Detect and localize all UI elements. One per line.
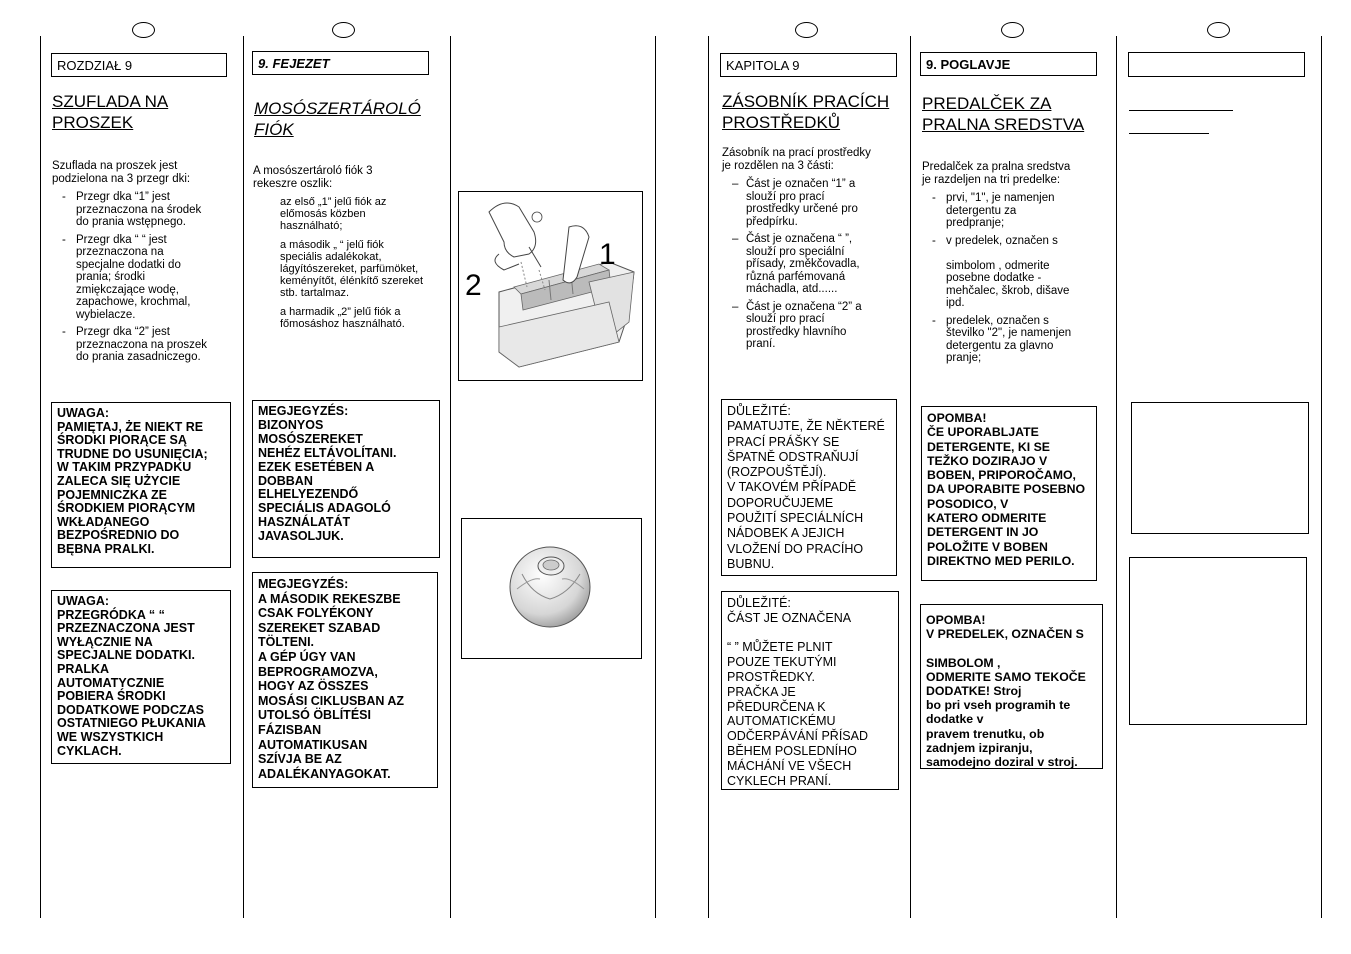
- title-underline: [1129, 110, 1233, 111]
- list-item: - Przegr dka “ “ jest przeznaczona na specjalne dodatki do prania; środki zmiękczające wodę, zapachowe, krochmal, wybielacze.: [62, 233, 191, 321]
- intro-text: Szuflada na proszek jest podzielona na 3 przegr dki:: [52, 160, 191, 185]
- warning-note: UWAGA: PAMIĘTAJ, ŻE NIEKT RE ŚRODKI PIORĄCE SĄ TRUDNE DO USUNIĘCIA; W TAKIM PRZYPADKU ZALECA SIĘ UŻYCIE POJEMNICZKA ZE ŚRODKIEM PIORĄCYM WKŁADANEGO BEZPOŚREDNIO DO BĘBNA PRALKI.: [51, 402, 231, 568]
- title-underline: [1129, 133, 1209, 134]
- language-flag-oval: [1207, 22, 1230, 38]
- empty-note-box: [1131, 402, 1309, 534]
- column-divider: [40, 36, 41, 918]
- column-divider: [910, 36, 911, 918]
- language-flag-oval: [1001, 22, 1024, 38]
- figure-label-1: 1: [599, 238, 616, 271]
- column-divider: [1116, 36, 1117, 918]
- column-divider: [243, 36, 244, 918]
- warning-note: MEGJEGYZÉS: BIZONYOS MOSÓSZEREKET NEHÉZ ELTÁVOLÍTANI. EZEK ESETÉBEN A DOBBAN ELHELYEZENDŐ SPECIÁLIS ADAGOLÓ HASZNÁLATÁT JAVASOLJUK.: [252, 400, 440, 558]
- warning-note: DŮLEŽITÉ: ČÁST JE OZNAČENA “ ” MŮŽETE PLNIT POUZE TEKUTÝMI PROSTŘEDKY. PRAČKA JE PŘEDURČENA K AUTOMATICKÉMU ODČERPÁVÁNÍ PŘÍSAD BĚHEM POSLEDNÍHO MÁCHÁNÍ VE VŠECH CYKLECH PRANÍ.: [721, 591, 899, 790]
- section-title: ZÁSOBNÍK PRACÍCH PROSTŘEDKŮ: [722, 92, 890, 132]
- warning-note: OPOMBA! V PREDELEK, OZNAČEN S SIMBOLOM , ODMERITE SAMO TEKOČE DODATKE! Stroj bo pri vseh programih te dodatke v pravem trenutku, ob zadnjem izpiranju, samodejno doziral v stroj.: [920, 604, 1103, 769]
- dispenser-drawer-figure: [458, 191, 643, 381]
- compartment-list: [52, 191, 242, 369]
- compartment-list: [280, 196, 445, 337]
- list-item: – Část je označena “2” a slouží pro prací prostředky hlavního praní.: [732, 300, 862, 350]
- column-divider: [450, 36, 451, 918]
- language-flag-oval: [332, 22, 355, 38]
- warning-note: UWAGA: PRZEGRÓDKA “ “ PRZEZNACZONA JEST WYŁĄCZNIE NA SPECJALNE DODATKI. PRALKA AUTOMATYCZNIE POBIERA ŚRODKI DODATKOWE PODCZAS OSTATNIEGO PŁUKANIA WE WSZYSTKICH CYKLACH.: [51, 590, 231, 764]
- list-item: - prvi, "1", je namenjen detergentu za predpranje;: [932, 192, 1055, 229]
- column-divider: [655, 36, 656, 918]
- list-item: - Przegr dka “2” jest przeznaczona na proszek do prania zasadniczego.: [62, 326, 208, 363]
- list-item: - v predelek, označen s simbolom , odmerite posebne dodatke - mehčalec, škrob, dišave ipd.: [932, 234, 1070, 309]
- intro-text: A mosószertároló fiók 3 rekeszre oszlik:: [253, 165, 373, 190]
- column-divider: [1321, 36, 1322, 918]
- compartment-list: [722, 178, 907, 356]
- detergent-drawer-illustration: [459, 192, 642, 380]
- language-flag-oval: [132, 22, 155, 38]
- list-item: – Část je označen “1” a slouží pro prací prostředky určené pro předpírku.: [732, 178, 858, 228]
- column-divider: [708, 36, 709, 918]
- list-item: az első „1” jelű fiók az előmosás közben használható;: [280, 196, 387, 232]
- section-title: SZUFLADA NA PROSZEK: [52, 92, 169, 132]
- chapter-header: 9. POGLAVJE: [920, 52, 1097, 76]
- dosing-ball-illustration: [462, 519, 641, 658]
- warning-note: DŮLEŽITÉ: PAMATUJTE, ŽE NĚKTERÉ PRACÍ PRÁŠKY SE ŠPATNĚ ODSTRAŇUJÍ (ROZPOUŠTĚJÍ). V TAKOVÉM PŘÍPADĚ DOPORUČUJEME POUŽITÍ SPECIÁLNÍCH NÁDOBEK A JEJICH VLOŽENÍ DO PRACÍHO BUBNU.: [721, 399, 897, 576]
- list-item: - predelek, označen s številko "2", je namenjen detergentu za glavno pranje;: [932, 314, 1072, 364]
- list-item: a második „ “ jelű fiók speciális adalékokat, lágyítószereket, parfümöket, keményítőt, élénkítő szereket stb. tartalmaz.: [280, 239, 424, 299]
- section-title: MOSÓSZERTÁROLÓ FIÓK: [254, 99, 421, 139]
- list-item: - Przegr dka “1” jest przeznaczona na środek do prania wstępnego.: [62, 191, 202, 228]
- list-item: a harmadik „2” jelű fiók a főmosáshoz használható.: [280, 306, 405, 330]
- list-item: – Část je označena “ ”, slouží pro speciální přísady, změkčovadla, různá parfémovaná máchadla, atd......: [732, 233, 860, 295]
- chapter-header: ROZDZIAŁ 9: [51, 53, 227, 77]
- intro-text: Predalček za pralna sredstva je razdeljen na tri predelke:: [922, 161, 1071, 186]
- chapter-header: 9. FEJEZET: [252, 51, 429, 75]
- dosing-ball-figure: [461, 518, 642, 659]
- section-title: PREDALČEK ZA PRALNA SREDSTVA: [922, 94, 1085, 134]
- empty-note-box: [1129, 557, 1307, 725]
- language-flag-oval: [795, 22, 818, 38]
- warning-note: OPOMBA! ČE UPORABLJATE DETERGENTE, KI SE TEŽKO DOZIRAJO V BOBEN, PRIPOROČAMO, DA UPORABITE POSEBNO POSODICO, V KATERO ODMERITE DETERGENT IN JO POLOŽITE V BOBEN DIREKTNO MED PERILO.: [921, 406, 1097, 581]
- warning-note: MEGJEGYZÉS: A MÁSODIK REKESZBE CSAK FOLYÉKONY SZEREKET SZABAD TÖLTENI. A GÉP ÚGY VAN BEPROGRAMOZVA, HOGY AZ ÖSSZES MOSÁSI CIKLUSBAN AZ UTOLSÓ ÖBLÍTÉSI FÁZISBAN AUTOMATIKUSAN SZÍVJA BE AZ ADALÉKANYAGOKAT.: [252, 572, 438, 788]
- compartment-list: [922, 192, 1112, 370]
- chapter-header-empty: [1128, 52, 1305, 77]
- intro-text: Zásobník na prací prostředky je rozdělen na 3 části:: [722, 147, 871, 172]
- chapter-header: KAPITOLA 9: [720, 53, 897, 77]
- figure-label-2: 2: [465, 269, 482, 302]
